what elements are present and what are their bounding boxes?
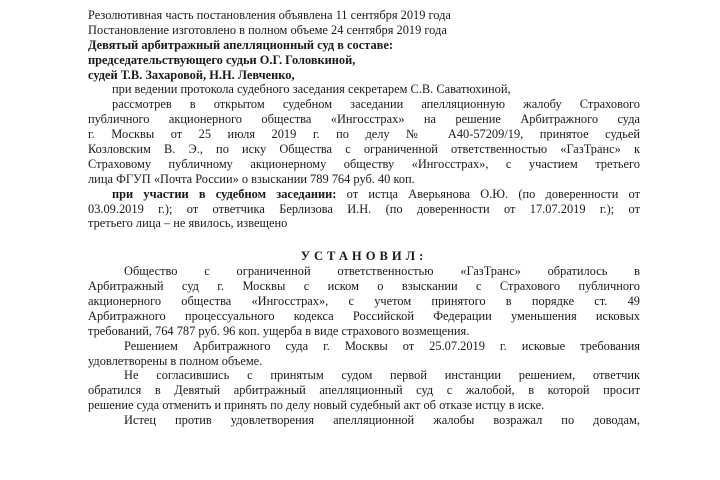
participants-defendant: 03.09.2019 г.); от ответчика Берлизова И.Н. (по доверенности от 17.07.2019 г.); от	[88, 201, 640, 216]
header-produced-date: Постановление изготовлено в полном объеме 24 сентября 2019 года	[88, 22, 447, 37]
paragraph-line: решение суда отменить и принять по делу новый судебный акт об отказе истцу в иске.	[88, 398, 545, 413]
document-body	[88, 8, 640, 428]
intro-line: рассмотрев в открытом судебном заседании апелляционную жалобу Страхового	[112, 97, 640, 112]
paragraph-line: акционерного общества «Ингосстрах», с учетом принятого в порядке ст. 49	[88, 294, 640, 309]
section-heading: УСТАНОВИЛ:	[300, 249, 428, 264]
paragraph-line: обратился в Девятый арбитражный апелляционный суд с жалобой, в которой просит	[88, 383, 640, 398]
intro-line: Страховому публичному акционерному обществу «Ингосстрах», с участием третьего	[88, 156, 640, 171]
intro-line: лица ФГУП «Почта России» о взыскании 789 764 руб. 40 коп.	[88, 171, 415, 186]
presiding-judge: председательствующего судьи О.Г. Головкиной,	[88, 52, 356, 67]
paragraph-line: требований, 764 787 руб. 96 коп. ущерба в виде страхового возмещения.	[88, 323, 470, 338]
paragraph-line: Не согласившись с принятым судом первой инстанции решением, ответчик	[124, 368, 640, 383]
paragraph-line: Арбитражный суд г. Москвы с иском о взыскании с Страхового публичного	[88, 279, 640, 294]
participants-label: при участии в судебном заседании:	[112, 186, 337, 201]
paragraph-line: Истец против удовлетворения апелляционной жалобы возражал по доводам,	[124, 413, 640, 428]
intro-line: при ведении протокола судебного заседания секретарем С.В. Саватюхиной,	[112, 82, 511, 97]
judges: судей Т.В. Захаровой, Н.Н. Левченко,	[88, 67, 295, 82]
spacer	[88, 231, 640, 249]
participants-third-party: третьего лица – не явилось, извещено	[88, 216, 288, 231]
intro-line: Козловским В. Э., по иску Общества с ограниченной ответственностью «ГазТранс» к	[88, 142, 640, 157]
header-announced-date: Резолютивная часть постановления объявлена 11 сентября 2019 года	[88, 8, 451, 22]
paragraph-line: Арбитражного процессуального кодекса Российской Федерации уменьшения исковых	[88, 308, 640, 323]
intro-line: г. Москвы от 25 июля 2019 г. по делу № А40-57209/19, принятое судьей	[88, 127, 640, 142]
court-composition: Девятый арбитражный апелляционный суд в составе:	[88, 37, 393, 52]
paragraph-line: Решением Арбитражного суда г. Москвы от 25.07.2019 г. исковые требования	[124, 338, 640, 353]
intro-line: публичного акционерного общества «Ингосстрах» на решение Арбитражного суда	[88, 112, 640, 127]
paragraph-line: удовлетворены в полном объеме.	[88, 353, 263, 368]
participants-plaintiff: от истца Аверьянова О.Ю. (по доверенности от	[336, 186, 640, 201]
participants-line	[88, 187, 640, 202]
paragraph-line: Общество с ограниченной ответственностью «ГазТранс» обратилось в	[124, 264, 640, 279]
